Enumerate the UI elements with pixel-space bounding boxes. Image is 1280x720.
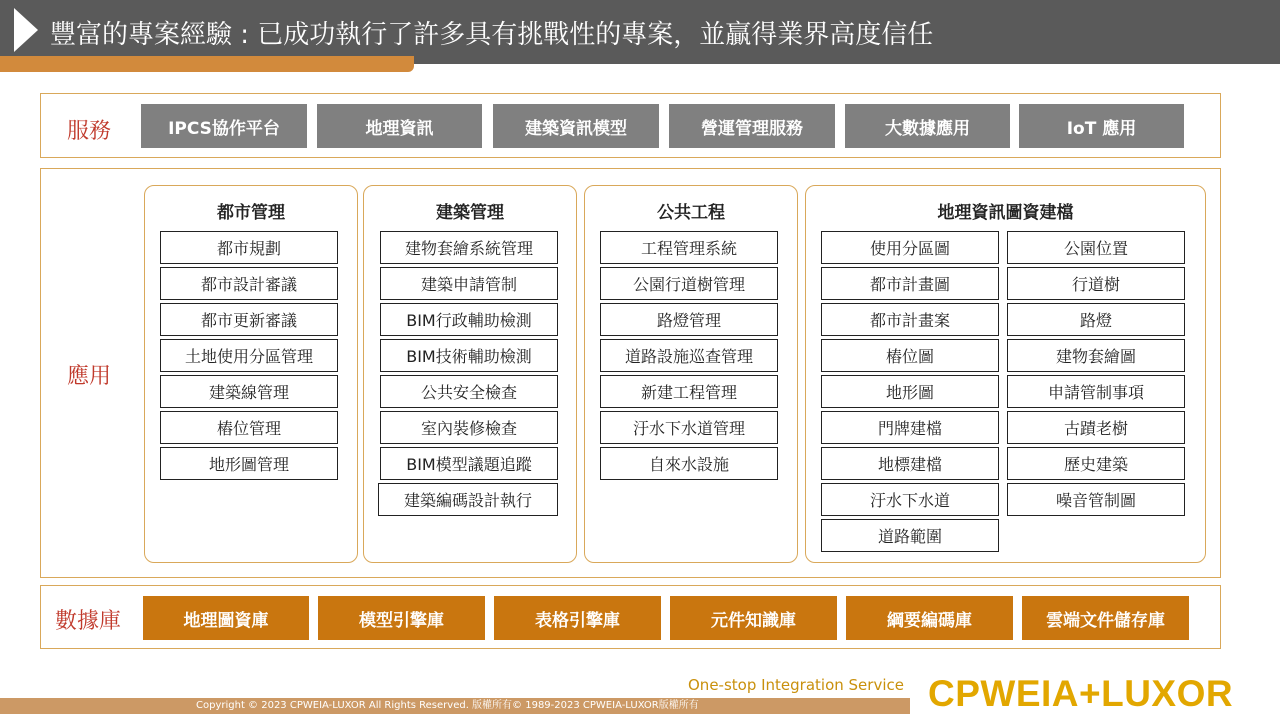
database-panel — [40, 585, 1221, 649]
app-item[interactable]: BIM模型議題追蹤 — [380, 447, 558, 480]
app-item[interactable]: 地形圖 — [821, 375, 999, 408]
group-public-works — [584, 185, 798, 563]
group-title: 建築管理 — [436, 203, 504, 223]
service-bigdata-button[interactable]: 大數據應用 — [845, 104, 1010, 148]
app-item[interactable]: 建築編碼設計執行 — [378, 483, 558, 516]
group-gis-data-archive — [805, 185, 1206, 563]
app-item[interactable]: 噪音管制圖 — [1007, 483, 1185, 516]
db-gis-button[interactable]: 地理圖資庫 — [143, 596, 309, 640]
header-accent-bar — [0, 56, 414, 72]
group-title: 地理資訊圖資建檔 — [937, 203, 1074, 223]
app-item[interactable]: 門牌建檔 — [821, 411, 999, 444]
services-panel — [40, 93, 1221, 158]
app-item[interactable]: 公園位置 — [1007, 231, 1185, 264]
app-item[interactable]: 都市更新審議 — [160, 303, 338, 336]
app-item[interactable]: 樁位管理 — [160, 411, 338, 444]
app-item[interactable]: 自來水設施 — [600, 447, 778, 480]
group-building-management — [363, 185, 577, 563]
app-item[interactable]: 使用分區圖 — [821, 231, 999, 264]
service-bim-button[interactable]: 建築資訊模型 — [493, 104, 659, 148]
app-item[interactable]: BIM技術輔助檢測 — [380, 339, 558, 372]
app-item[interactable]: 行道樹 — [1007, 267, 1185, 300]
brand-logo: CPWEIA+LUXOR — [928, 673, 1234, 714]
app-item[interactable]: 汙水下水道 — [821, 483, 999, 516]
app-item[interactable]: 室內裝修檢查 — [380, 411, 558, 444]
services-label: 服務 — [67, 119, 112, 144]
service-operations-button[interactable]: 營運管理服務 — [669, 104, 835, 148]
db-schema-code-button[interactable]: 綱要編碼庫 — [846, 596, 1013, 640]
app-item[interactable]: 申請管制事項 — [1007, 375, 1185, 408]
service-iot-button[interactable]: IoT 應用 — [1019, 104, 1184, 148]
app-item[interactable]: 汙水下水道管理 — [600, 411, 778, 444]
app-item[interactable]: 公園行道樹管理 — [600, 267, 778, 300]
chevron-right-icon — [14, 8, 38, 52]
app-item[interactable]: 都市規劃 — [160, 231, 338, 264]
db-cloud-storage-button[interactable]: 雲端文件儲存庫 — [1022, 596, 1189, 640]
applications-panel — [40, 168, 1221, 578]
app-item[interactable]: 地標建檔 — [821, 447, 999, 480]
app-item[interactable]: BIM行政輔助檢測 — [380, 303, 558, 336]
tagline: One-stop Integration Service — [688, 676, 904, 694]
db-component-knowledge-button[interactable]: 元件知識庫 — [670, 596, 837, 640]
group-urban-management — [144, 185, 358, 563]
app-item[interactable]: 樁位圖 — [821, 339, 999, 372]
group-title: 都市管理 — [217, 203, 285, 223]
app-item[interactable]: 歷史建築 — [1007, 447, 1185, 480]
app-item[interactable]: 土地使用分區管理 — [160, 339, 338, 372]
service-gis-button[interactable]: 地理資訊 — [317, 104, 482, 148]
app-item[interactable]: 建築申請管制 — [380, 267, 558, 300]
app-item[interactable]: 都市計畫圖 — [821, 267, 999, 300]
database-label: 數據庫 — [55, 609, 122, 634]
app-item[interactable]: 公共安全檢查 — [380, 375, 558, 408]
app-item[interactable]: 建物套繪圖 — [1007, 339, 1185, 372]
app-item[interactable]: 工程管理系統 — [600, 231, 778, 264]
app-item[interactable]: 建物套繪系統管理 — [380, 231, 558, 264]
app-item[interactable]: 道路範圍 — [821, 519, 999, 552]
app-item[interactable]: 道路設施巡查管理 — [600, 339, 778, 372]
app-item[interactable]: 古蹟老樹 — [1007, 411, 1185, 444]
header-bar — [0, 0, 1280, 64]
app-item[interactable]: 路燈 — [1007, 303, 1185, 336]
app-item[interactable]: 都市設計審議 — [160, 267, 338, 300]
app-item[interactable]: 建築線管理 — [160, 375, 338, 408]
db-table-engine-button[interactable]: 表格引擎庫 — [494, 596, 661, 640]
app-item[interactable]: 都市計畫案 — [821, 303, 999, 336]
db-model-engine-button[interactable]: 模型引擎庫 — [318, 596, 485, 640]
app-item[interactable]: 新建工程管理 — [600, 375, 778, 408]
service-ipcs-button[interactable]: IPCS協作平台 — [141, 104, 307, 148]
applications-label: 應用 — [67, 364, 112, 389]
copyright-text: Copyright © 2023 CPWEIA-LUXOR All Rights Reserved. 版權所有© 1989-2023 CPWEIA-LUXOR版權所有 — [196, 700, 699, 711]
group-title: 公共工程 — [657, 203, 725, 223]
app-item[interactable]: 地形圖管理 — [160, 447, 338, 480]
app-item[interactable]: 路燈管理 — [600, 303, 778, 336]
page-title: 豐富的專案經驗 : 已成功執行了許多具有挑戰性的專案，並贏得業界高度信任 — [50, 20, 934, 50]
